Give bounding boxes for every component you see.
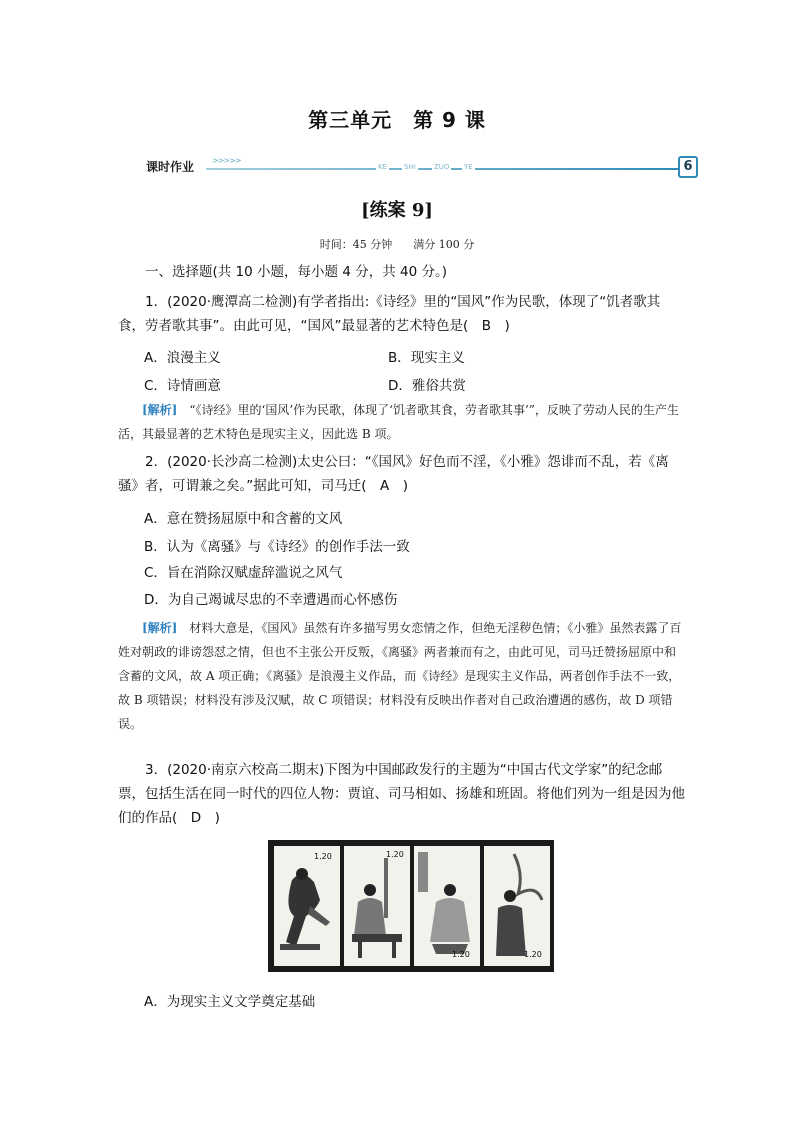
analysis-tag: [解析] — [142, 621, 178, 635]
stamp-ban-gu — [484, 846, 550, 966]
question-2-analysis — [118, 616, 686, 736]
question-2-option-c: C．旨在消除汉赋虚辞滥说之风气 — [144, 565, 343, 581]
exercise-title: [练案 9] — [361, 200, 433, 221]
question-2-option-b: B．认为《离骚》与《诗经》的创作手法一致 — [144, 539, 410, 555]
stamp-value: 1.20 — [386, 850, 404, 859]
question-3-option-a: A．为现实主义文学奠定基础 — [144, 994, 316, 1010]
lesson-number-badge: 6 — [678, 156, 698, 178]
analysis-tag: [解析] — [142, 403, 178, 417]
figure-illustration — [484, 846, 550, 966]
question-1-option-b: B．现实主义 — [388, 350, 465, 366]
question-1-stem: 1．(2020·鹰潭高二检测)有学者指出:《诗经》里的“国风”作为民歌，体现了“饥者歌其食，劳者歌其事”。由此可见，“国风”最显著的艺术特色是( B ) — [118, 294, 661, 334]
banner-syllable: KE — [378, 163, 388, 171]
analysis-text: “《诗经》里的‘国风’作为民歌，体现了‘饥者歌其食，劳者歌其事’”，反映了劳动人民的生产生活，其最显著的艺术特色是现实主义，因此选 B 项。 — [118, 403, 679, 441]
banner-syllable: YE — [464, 163, 473, 171]
banner-arrows: >>>>> — [212, 156, 241, 165]
banner-syllable: ZUO — [434, 163, 450, 171]
question-1-option-c: C．诗情画意 — [144, 378, 221, 394]
page-title: 第三单元 第 9 课 — [308, 108, 486, 132]
figure-illustration — [414, 846, 480, 966]
stamp-value: 1.20 — [524, 950, 542, 959]
banner-label: 课时作业 — [146, 160, 195, 174]
question-1-option-a: A．浪漫主义 — [144, 350, 221, 366]
stamp-set-image — [268, 840, 554, 972]
question-2-option-a: A．意在赞扬屈原中和含蓄的文风 — [144, 511, 343, 527]
section-heading: 一、选择题(共 10 小题，每小题 4 分，共 40 分。) — [145, 264, 447, 280]
question-2-stem: 2．(2020·长沙高二检测)太史公曰：“《国风》好色而不淫，《小雅》怨诽而不乱，若《离骚》者，可谓兼之矣。”据此可知，司马迁( A ) — [118, 454, 669, 494]
question-2-option-d: D．为自己竭诚尽忠的不幸遭遇而心怀感伤 — [144, 592, 398, 608]
question-3-stem: 3．(2020·南京六校高二期末)下图为中国邮政发行的主题为“中国古代文学家”的纪念邮票，包括生活在同一时代的四位人物：贾谊、司马相如、扬雄和班固。将他们列为一组是因为他们的作品( D ) — [118, 762, 685, 826]
banner-syllable: SHI — [404, 163, 416, 171]
stamp-value: 1.20 — [314, 852, 332, 861]
stamp-value: 1.20 — [452, 950, 470, 959]
stamp-jia-yi — [274, 846, 340, 966]
stamp-sima-xiangru — [344, 846, 410, 966]
analysis-text: 材料大意是，《国风》虽然有许多描写男女恋情之作，但绝无淫秽色情；《小雅》虽然表露了百姓对朝政的诽谤怨怼之情，但也不主张公开反叛，《离骚》两者兼而有之，由此可见，司马迁赞扬屈原中和含蓄的文风，故 A 项正确；《离骚》是浪漫主义作品，而《诗经》是现实主义作品，两者创作手法不一致，故 B 项错误；材料没有涉及汉赋，故 C 项错误；材料没有反映出作者对自己政治遭遇的感伤，故 D 项错误。 — [118, 621, 682, 731]
homework-banner — [140, 152, 700, 182]
question-1-analysis — [118, 398, 686, 446]
figure-illustration — [274, 846, 340, 966]
time-info: 时间：45 分钟 满分 100 分 — [319, 238, 475, 251]
stamp-yang-xiong — [414, 846, 480, 966]
figure-illustration — [344, 846, 410, 966]
question-1-option-d: D．雅俗共赏 — [388, 378, 466, 394]
